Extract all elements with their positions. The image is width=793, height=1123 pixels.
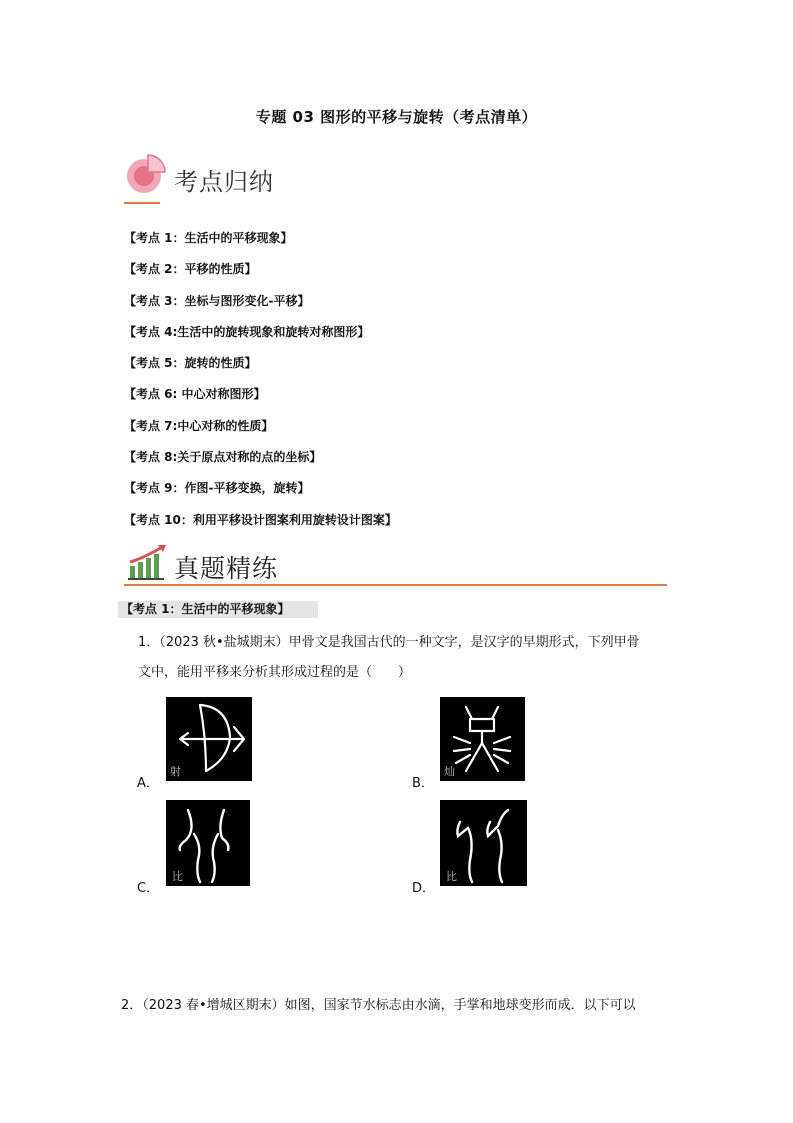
topic-item: 【考点 1：生活中的平移现象】 xyxy=(124,231,293,245)
section-header-practice xyxy=(124,540,684,584)
glyph-caption: 射 xyxy=(170,765,181,778)
option-b-image[interactable] xyxy=(440,697,525,781)
option-d-letter[interactable]: D． xyxy=(412,881,436,896)
question-1-line-1: 1．（2023 秋•盐城期末）甲骨文是我国古代的一种文字，是汉字的早期形式，下列甲骨 xyxy=(138,635,640,650)
option-c-image[interactable] xyxy=(166,800,250,886)
section-divider-short xyxy=(124,202,160,204)
topic-item: 【考点 4:生活中的旋转现象和旋转对称图形】 xyxy=(124,324,370,339)
section-divider-long xyxy=(124,584,667,586)
option-a-image[interactable] xyxy=(166,697,252,781)
topic-item: 【考点 7:中心对称的性质】 xyxy=(124,418,274,433)
section-title-practice: 真题精练 xyxy=(174,554,279,583)
topic-item: 【考点 9：作图-平移变换，旋转】 xyxy=(124,481,310,496)
oracle-bow-arrow-glyph-icon xyxy=(166,697,252,781)
glyph-caption: 比 xyxy=(446,870,457,883)
growth-chart-icon xyxy=(128,542,172,586)
topic-label: 【考点 1：生活中的平移现象】 xyxy=(118,601,318,618)
glyph-caption: 灿 xyxy=(444,765,455,778)
topic-item: 【考点 2：平移的性质】 xyxy=(124,262,257,277)
topic-list xyxy=(124,230,684,543)
oracle-figure-glyph-icon xyxy=(440,697,525,781)
oracle-bi-glyph-2-icon xyxy=(440,800,527,886)
topic-item: 【考点 8:关于原点对称的点的坐标】 xyxy=(124,450,322,465)
question-2-line-1: 2．（2023 春•增城区期末）如图，国家节水标志由水滴，手掌和地球变形而成．以下可以 xyxy=(121,998,636,1013)
pie-chart-icon xyxy=(124,152,170,200)
topic-item: 【考点 5：旋转的性质】 xyxy=(124,356,257,371)
page-title: 专题 03 图形的平移与旋转（考点清单） xyxy=(255,108,538,126)
glyph-caption: 比 xyxy=(172,870,183,883)
question-1-line-2: 文中，能用平移来分析其形成过程的是（ ） xyxy=(138,665,412,680)
option-d-image[interactable] xyxy=(440,800,527,886)
topic-item: 【考点 10：利用平移设计图案利用旋转设计图案】 xyxy=(124,512,397,527)
option-c-letter[interactable]: C． xyxy=(137,881,160,896)
topic-item: 【考点 6: 中心对称图形】 xyxy=(124,387,266,402)
section-header-summary xyxy=(124,152,284,204)
section-title-summary: 考点归纳 xyxy=(174,168,274,196)
oracle-bi-glyph-icon xyxy=(166,800,250,886)
topic-item: 【考点 3：坐标与图形变化-平移】 xyxy=(124,293,310,308)
option-a-letter[interactable]: A． xyxy=(137,776,159,791)
option-b-letter[interactable]: B． xyxy=(412,776,434,791)
